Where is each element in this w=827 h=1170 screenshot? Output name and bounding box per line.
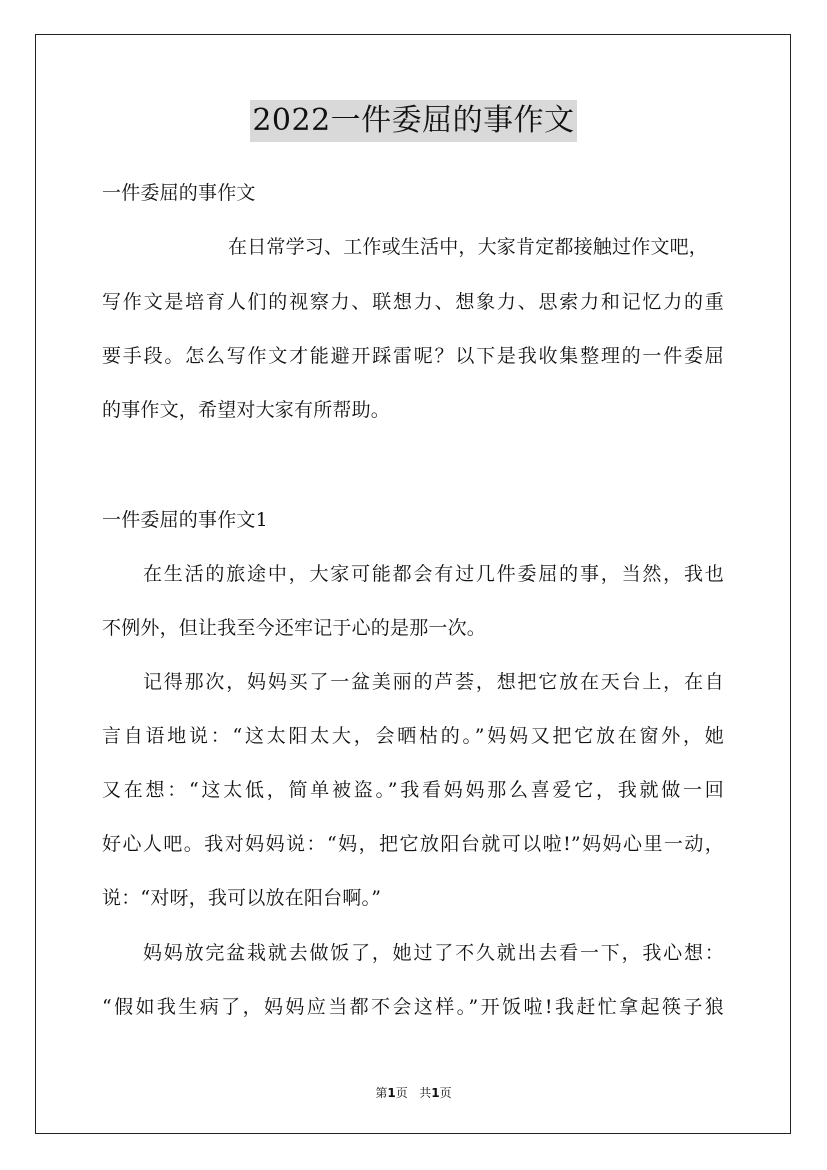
title-wrap [0,100,827,142]
page-label-suffix: 页 [439,1086,452,1100]
body-line: 在生活的旅途中，大家可能都会有过几件委屈的事，当然，我也 [143,563,724,585]
intro-line: 写作文是培育人们的视察力、联想力、想象力、思索力和记忆力的重 [102,291,724,313]
body-line: 好心人吧。我对妈妈说：“妈，把它放阳台就可以啦!”妈妈心里一动， [102,833,724,855]
section-heading: 一件委屈的事作文1 [102,509,268,531]
body-line: 说：“对呀，我可以放在阳台啊。” [102,887,382,909]
body-line: 不例外，但让我至今还牢记于心的是那一次。 [102,617,487,639]
document-subtitle: 一件委屈的事作文 [102,182,256,204]
body-line: “假如我生病了，妈妈应当都不会这样。”开饭啦!我赶忙拿起筷子狼 [102,996,724,1018]
intro-line: 在日常学习、工作或生活中，大家肯定都接触过作文吧， [228,236,709,258]
current-page-number: 1 [387,1086,396,1100]
body-line: 又在想：“这太低，简单被盗。”我看妈妈那么喜爱它，我就做一回 [102,779,724,801]
body-line: 妈妈放完盆栽就去做饭了，她过了不久就出去看一下，我心想： [143,942,724,964]
page-label-mid: 页 共 [395,1086,432,1100]
document-title: 2022一件委屈的事作文 [250,100,576,142]
total-pages-number: 1 [431,1086,440,1100]
intro-line: 要手段。怎么写作文才能避开踩雷呢？以下是我收集整理的一件委屈 [102,345,724,367]
intro-line: 的事作文，希望对大家有所帮助。 [102,399,391,421]
body-line: 记得那次，妈妈买了一盆美丽的芦荟，想把它放在天台上，在自 [143,671,724,693]
page-label-prefix: 第 [375,1086,388,1100]
body-line: 言自语地说：“这太阳太大，会晒枯的。”妈妈又把它放在窗外，她 [102,725,724,747]
page-footer [0,1084,827,1101]
